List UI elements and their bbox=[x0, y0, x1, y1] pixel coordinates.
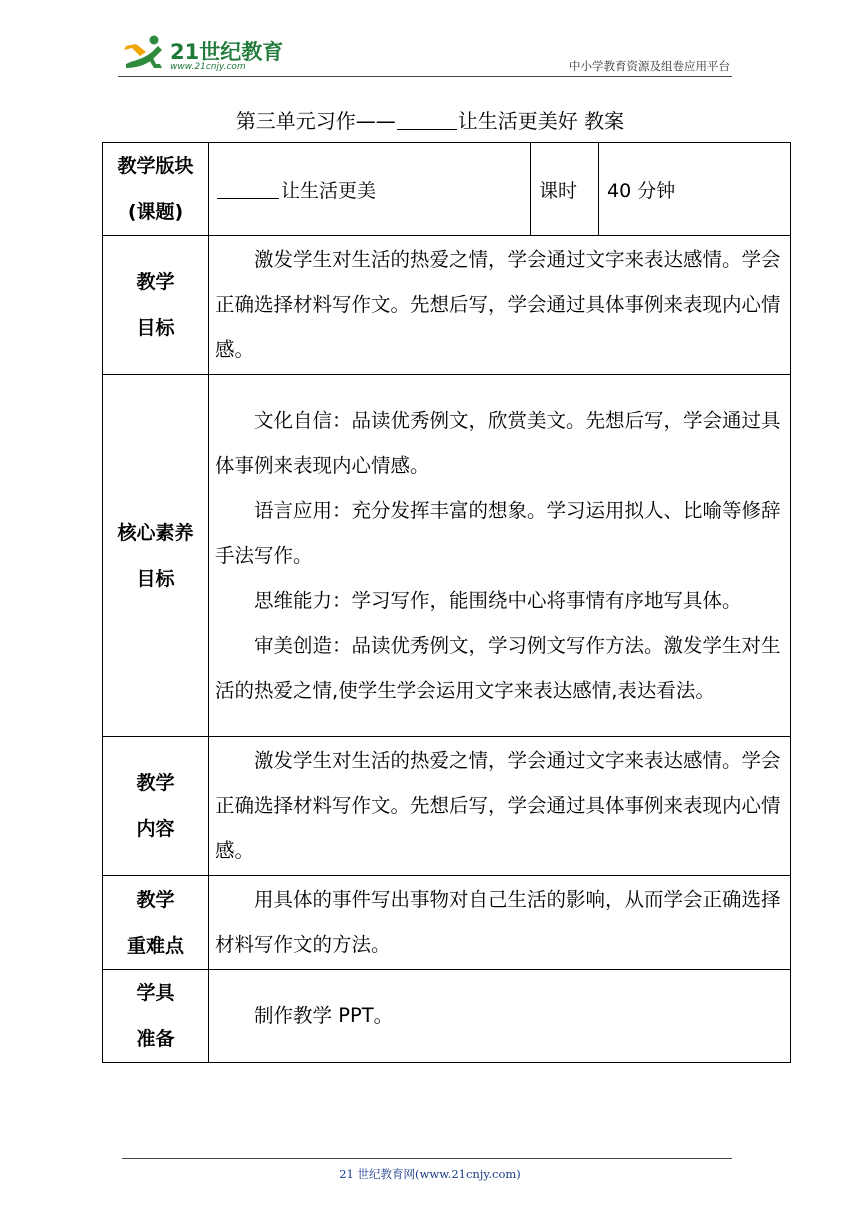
page-footer: 21 世纪教育网(www.21cnjy.com) bbox=[339, 1167, 521, 1181]
hour-value: 40 分钟 bbox=[599, 143, 791, 236]
key-label: 教学 重难点 bbox=[103, 876, 209, 970]
core-label: 核心素养 目标 bbox=[103, 375, 209, 737]
core-paragraph: 语言应用：充分发挥丰富的想象。学习运用拟人、比喻等修辞手法写作。 bbox=[215, 498, 781, 567]
title-prefix: 第三单元习作—— bbox=[235, 109, 396, 133]
core-paragraph: 文化自信：品读优秀例文，欣赏美文。先想后写，学会通过具体事例来表现内心情感。 bbox=[215, 408, 781, 477]
header-divider bbox=[118, 76, 732, 77]
topic-row bbox=[103, 143, 791, 236]
runner-icon bbox=[118, 34, 170, 74]
hour-label: 课时 bbox=[531, 143, 599, 236]
tools-row bbox=[103, 970, 791, 1063]
core-paragraph: 思维能力：学习写作，能围绕中心将事情有序地写具体。 bbox=[254, 588, 742, 612]
content-text: 激发学生对生活的热爱之情，学会通过文字来表达感情。学会正确选择材料写作文。先想后写，学会通过具体事例来表现内心情感。 bbox=[209, 737, 791, 876]
tools-label: 学具 准备 bbox=[103, 970, 209, 1063]
platform-caption: 中小学教育资源及组卷应用平台 bbox=[569, 59, 730, 73]
title-blank bbox=[397, 109, 457, 130]
footer-divider bbox=[122, 1158, 732, 1159]
lesson-plan-table bbox=[102, 142, 791, 1063]
topic-label: 教学版块 (课题) bbox=[103, 143, 209, 236]
key-text: 用具体的事件写出事物对自己生活的影响，从而学会正确选择材料写作文的方法。 bbox=[209, 876, 791, 970]
content-row bbox=[103, 737, 791, 876]
logo-url: www.21cnjy.com bbox=[170, 62, 246, 72]
core-paragraph: 审美创造：品读优秀例文，学习例文写作方法。激发学生对生活的热爱之情,使学生学会运用文字来表达感情,表达看法。 bbox=[215, 633, 781, 702]
goal-row bbox=[103, 236, 791, 375]
page-title bbox=[0, 106, 860, 136]
topic-blank bbox=[217, 178, 279, 199]
content-label: 教学 内容 bbox=[103, 737, 209, 876]
goal-label: 教学 目标 bbox=[103, 236, 209, 375]
goal-text: 激发学生对生活的热爱之情，学会通过文字来表达感情。学会正确选择材料写作文。先想后写，学会通过具体事例来表现内心情感。 bbox=[209, 236, 791, 375]
topic-value: 让生活更美 bbox=[209, 143, 531, 236]
key-row bbox=[103, 876, 791, 970]
logo-text: 21世纪教育 bbox=[170, 40, 284, 64]
core-row bbox=[103, 375, 791, 737]
core-text bbox=[209, 375, 791, 737]
title-suffix: 让生活更美好 教案 bbox=[457, 109, 625, 133]
tools-text: 制作教学 PPT。 bbox=[209, 970, 791, 1063]
page-header bbox=[118, 30, 732, 78]
site-logo bbox=[118, 34, 288, 74]
